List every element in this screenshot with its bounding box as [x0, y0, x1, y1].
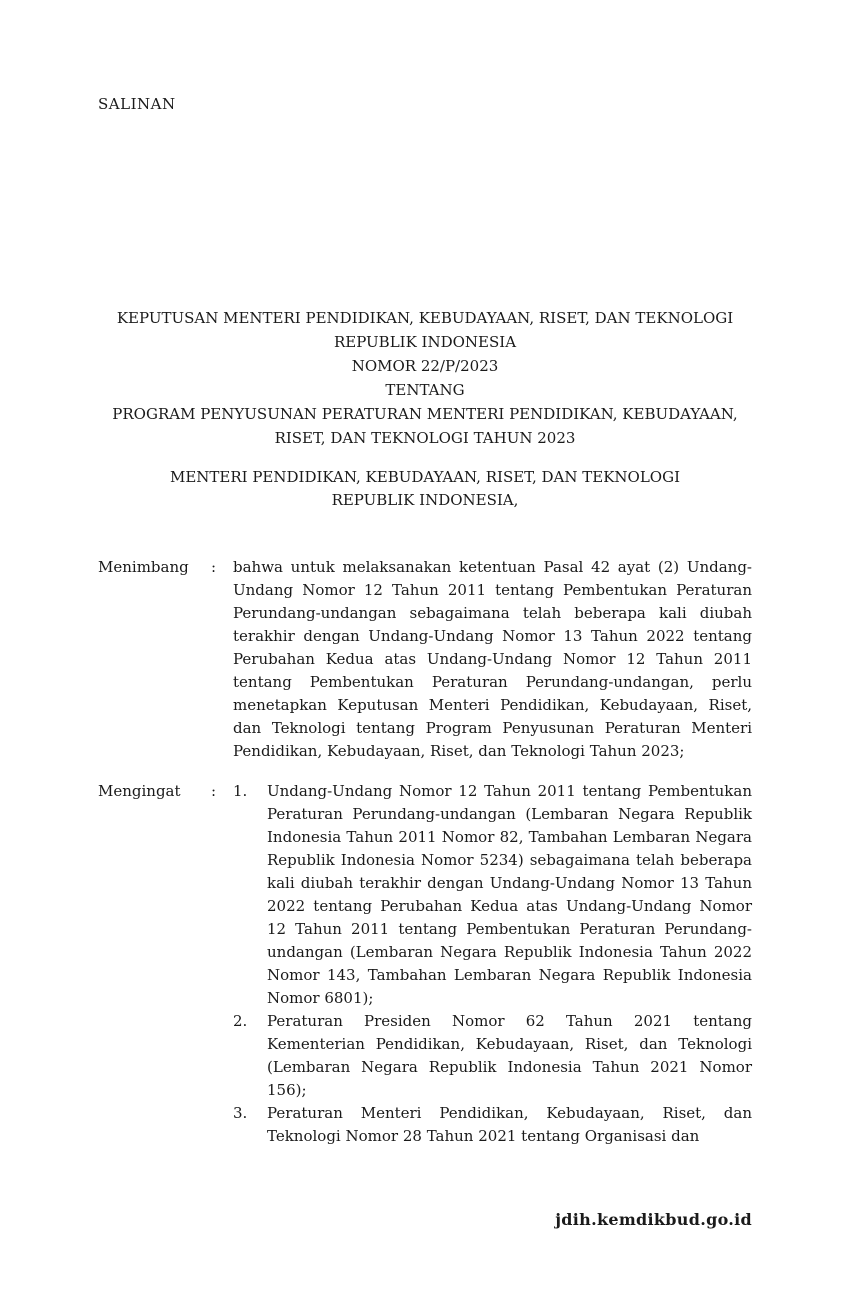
legal-basis-item — [233, 1010, 752, 1102]
decree-about-line: TENTANG — [385, 381, 465, 399]
issuing-authority — [70, 466, 780, 512]
item-text: Peraturan Menteri Pendidikan, Kebudayaan, Riset, dan Teknologi Nomor 28 Tahun 2021 tentang Organisasi dan — [267, 1104, 752, 1145]
item-number: 2. — [233, 1012, 248, 1030]
considering-paragraph: bahwa untuk melaksanakan ketentuan Pasal 42 ayat (2) Undang-Undang Nomor 12 Tahun 2011 tentang Pembentukan Peraturan Perundang-undangan sebagaimana telah beberapa kali diubah terakhir dengan Undang-Undang Nomor 13 Tahun 2022 tentang Perubahan Kedua atas Undang-Undang Nomor 12 Tahun 2011 tentang Pembentukan Peraturan Perundang-undangan, perlu menetapkan Keputusan Menteri Pendidikan, Kebudayaan, Riset, dan Teknologi tentang Program Penyusunan Peraturan Menteri Pendidikan, Kebudayaan, Riset, dan Teknologi Tahun 2023; — [233, 558, 752, 760]
section-colon: : — [211, 558, 217, 576]
legal-basis-item — [233, 1102, 752, 1148]
decree-title-line: REPUBLIK INDONESIA — [333, 333, 517, 351]
section-colon: : — [211, 782, 217, 800]
item-number: 1. — [233, 782, 248, 800]
section-label: Mengingat — [98, 782, 181, 800]
decree-subject-line: PROGRAM PENYUSUNAN PERATURAN MENTERI PENDIDIKAN, KEBUDAYAAN, — [112, 405, 738, 423]
legal-basis-item — [233, 780, 752, 1010]
jdih-site-label: jdih.kemdikbud.go.id — [555, 1210, 752, 1229]
authority-line: REPUBLIK INDONESIA, — [331, 491, 519, 509]
section-mengingat — [98, 780, 752, 1148]
section-label: Menimbang — [98, 558, 189, 576]
section-menimbang — [98, 556, 752, 763]
decree-title — [70, 306, 780, 450]
item-text: Peraturan Presiden Nomor 62 Tahun 2021 tentang Kementerian Pendidikan, Kebudayaan, Riset, dan Teknologi (Lembaran Negara Republik Indonesia Tahun 2021 Nomor 156); — [267, 1012, 752, 1099]
copy-stamp-label: SALINAN — [98, 95, 176, 113]
decree-subject-line: RISET, DAN TEKNOLOGI TAHUN 2023 — [274, 429, 576, 447]
item-number: 3. — [233, 1104, 248, 1122]
recalling-list — [233, 780, 752, 1148]
decree-number-line: NOMOR 22/P/2023 — [351, 357, 499, 375]
decree-title-line: KEPUTUSAN MENTERI PENDIDIKAN, KEBUDAYAAN, RISET, DAN TEKNOLOGI — [116, 309, 734, 327]
item-text: Undang-Undang Nomor 12 Tahun 2011 tentang Pembentukan Peraturan Perundang-undangan (Lembaran Negara Republik Indonesia Tahun 2011 Nomor 82, Tambahan Lembaran Negara Republik Indonesia Nomor 5234) sebagaimana telah beberapa kali diubah terakhir dengan Undang-Undang Nomor 13 Tahun 2022 tentang Perubahan Kedua atas Undang-Undang Nomor 12 Tahun 2011 tentang Pembentukan Peraturan Perundang-undangan (Lembaran Negara Republik Indonesia Tahun 2022 Nomor 143, Tambahan Lembaran Negara Republik Indonesia Nomor 6801); — [267, 782, 752, 1007]
decree-body — [98, 556, 752, 1148]
authority-line: MENTERI PENDIDIKAN, KEBUDAYAAN, RISET, DAN TEKNOLOGI — [169, 468, 681, 486]
